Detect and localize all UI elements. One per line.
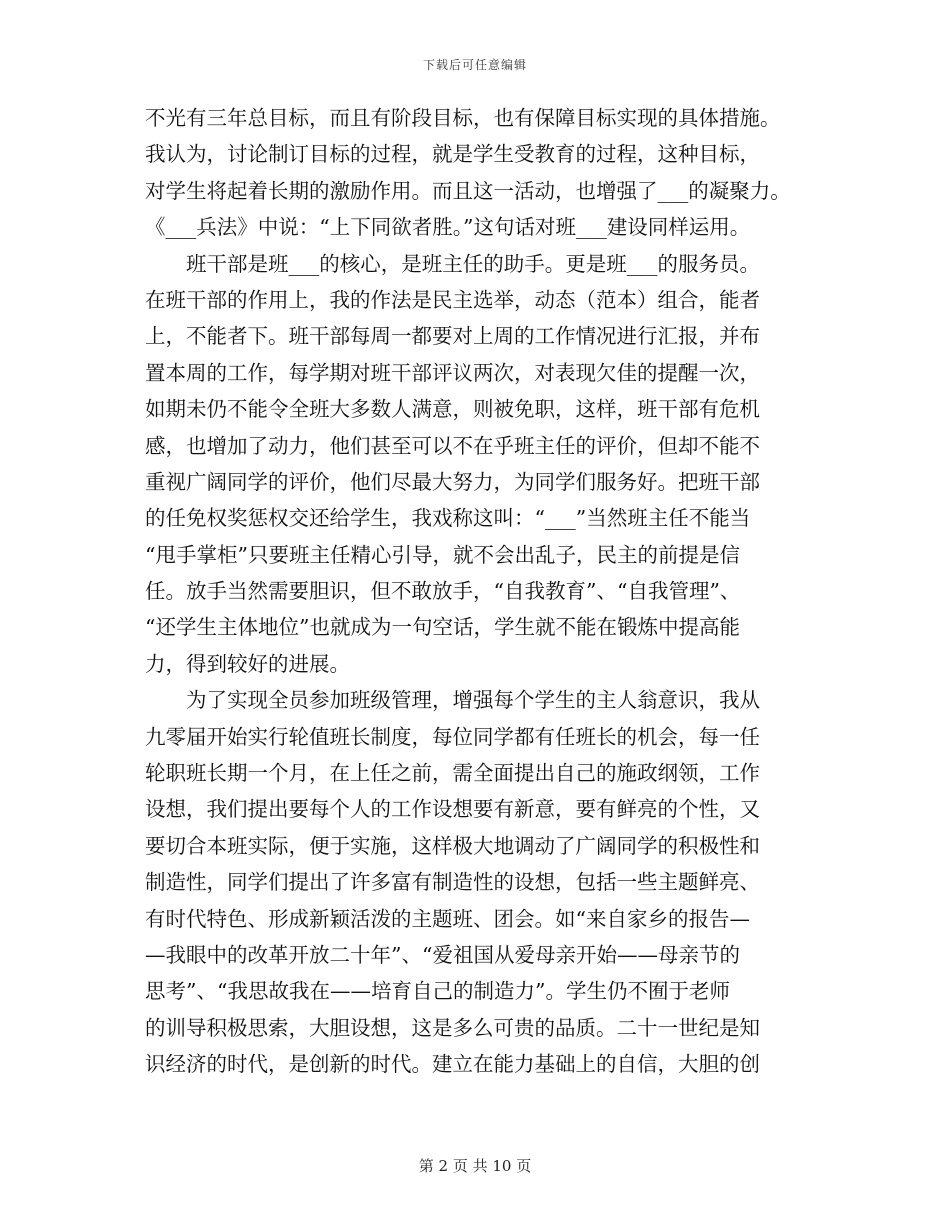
paragraph-start-line: 为了实现全员参加班级管理，增强每个学生的主人翁意识，我从 — [145, 688, 760, 713]
text-line: —我眼中的改革开放二十年”、“爱祖国从爱母亲开始——母亲节的 — [145, 942, 740, 967]
text-line: 我认为，讨论制订目标的过程，就是学生受教育的过程，这种目标， — [145, 142, 760, 167]
text-line: 感，也增加了动力，他们甚至可以不在乎班主任的评价，但却不能不 — [145, 433, 760, 458]
text-line: 九零届开始实行轮值班长制度，每位同学都有任班长的机会，每一任 — [145, 724, 760, 749]
text-line: 《___兵法》中说：“上下同欲者胜。”这句话对班___建设同样运用。 — [145, 215, 751, 240]
page-footer: 第 2 页 共 10 页 — [418, 1157, 532, 1175]
page-header: 下载后可任意编辑 — [422, 58, 527, 72]
text-line: 重视广阔同学的评价，他们尽最大努力，为同学们服务好。把班干部 — [145, 469, 760, 494]
text-line: 对学生将起着长期的激励作用。而且这一活动，也增强了___的凝聚力。 — [145, 178, 791, 203]
text-line: 不光有三年总目标，而且有阶段目标，也有保障目标实现的具体措施。 — [145, 106, 781, 130]
text-line: 有时代特色、形成新颖活泼的主题班、团会。如“来自家乡的报告— — [145, 906, 750, 931]
text-line: 上，不能者下。班干部每周一都要对上周的工作情况进行汇报，并布 — [145, 324, 760, 349]
paragraph-start-line: 班干部是班___的核心，是班主任的助手。更是班___的服务员。 — [145, 251, 760, 276]
text-line: 的任免权奖惩权交还给学生，我戏称这叫：“___”当然班主任不能当 — [145, 506, 751, 531]
text-line: 如期未仍不能令全班大多数人满意，则被免职，这样，班干部有危机 — [145, 397, 760, 422]
text-line: “甩手掌柜”只要班主任精心引导，就不会出乱子，民主的前提是信 — [145, 542, 740, 567]
text-line: 识经济的时代，是创新的时代。建立在能力基础上的自信，大胆的创 — [145, 1052, 760, 1077]
text-line: 置本周的工作，每学期对班干部评议两次，对表现欠佳的提醒一次， — [145, 360, 760, 385]
text-line: 任。放手当然需要胆识，但不敢放手，“自我教育”、“自我管理”、 — [145, 579, 741, 604]
text-line: 制造性，同学们提出了许多富有制造性的设想，包括一些主题鲜亮、 — [145, 870, 760, 895]
text-line: 轮职班长期一个月，在上任之前，需全面提出自己的施政纲领，工作 — [145, 761, 760, 786]
text-line: 力，得到较好的进展。 — [145, 651, 350, 676]
text-line: 在班干部的作用上，我的作法是民主选举，动态（范本）组合，能者 — [145, 287, 760, 312]
text-line: “还学生主体地位”也就成为一句空话，学生就不能在锻炼中提高能 — [145, 615, 740, 640]
text-line: 设想，我们提出要每个人的工作设想要有新意，要有鲜亮的个性，又 — [145, 797, 760, 822]
text-line: 的训导积极思索，大胆设想，这是多么可贵的品质。二十一世纪是知 — [145, 1015, 760, 1040]
document-body — [145, 100, 825, 1083]
text-line: 思考”、“我思故我在——培育自己的制造力”。学生仍不囿于老师 — [145, 979, 730, 1004]
text-line: 要切合本班实际，便于实施，这样极大地调动了广阔同学的积极性和 — [145, 833, 760, 858]
